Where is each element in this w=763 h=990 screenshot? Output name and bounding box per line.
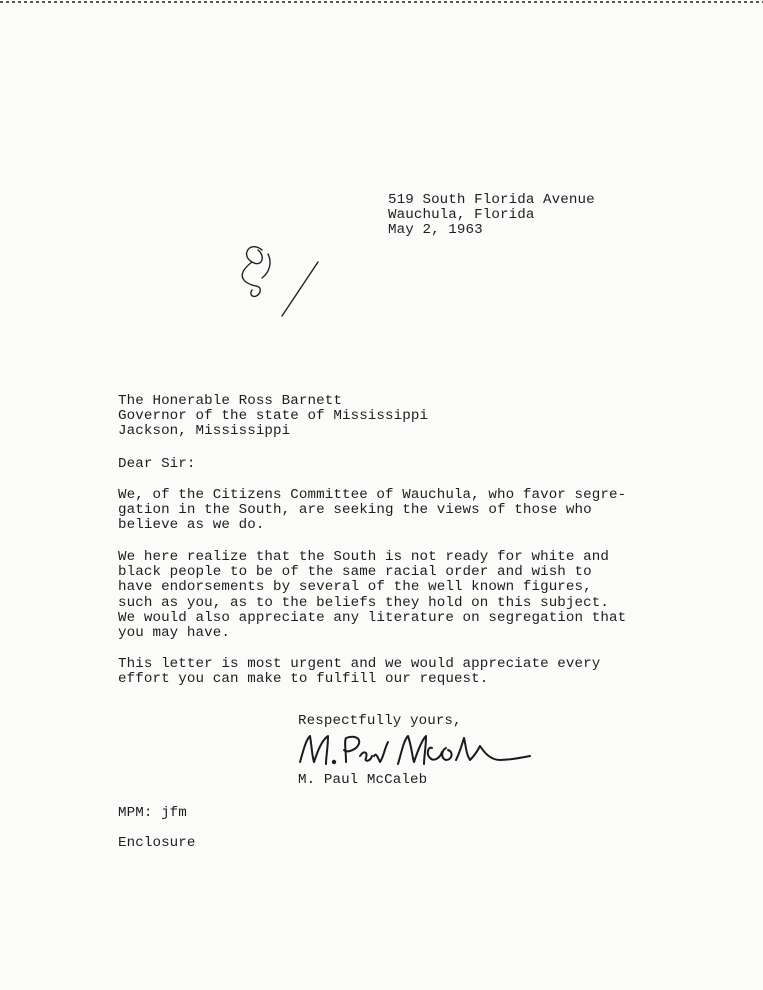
inside-address: [118, 394, 428, 440]
page-top-edge: [0, 0, 763, 10]
paragraph-line: We would also appreciate any literature on segregation that: [118, 609, 627, 626]
handwritten-initial-mark: [242, 247, 318, 316]
paragraph-1: [118, 488, 626, 534]
letter-date: May 2, 1963: [388, 222, 483, 239]
reference-initials: [118, 806, 187, 821]
paragraph-line: We, of the Citizens Committee of Wauchula, who favor segre-: [118, 487, 627, 503]
paragraph-line: gation in the South, are seeking the views of those who: [118, 502, 592, 519]
paragraph-2: [118, 550, 626, 641]
paragraph-line: believe as we do.: [118, 517, 265, 534]
recipient-title: Governor of the state of Mississippi: [118, 408, 429, 425]
complimentary-close: [298, 714, 462, 729]
closing-text: Respectfully yours,: [298, 713, 462, 729]
paragraph-line: We here realize that the South is not ready for white and: [118, 549, 609, 565]
salutation: [118, 457, 196, 472]
return-street: 519 South Florida Avenue: [388, 192, 595, 208]
return-address: [388, 193, 595, 239]
paragraph-line: have endorsements by several of the well known figures,: [118, 579, 592, 596]
signer-block: [298, 773, 427, 788]
enclosure-text: Enclosure: [118, 835, 196, 851]
salutation-text: Dear Sir:: [118, 456, 196, 472]
recipient-location: Jackson, Mississippi: [118, 423, 291, 440]
paragraph-line: you may have.: [118, 625, 230, 642]
return-city: Wauchula, Florida: [388, 207, 535, 224]
enclosure-notation: [118, 836, 196, 851]
paragraph-line: such as you, as to the beliefs they hold on this subject.: [118, 594, 609, 611]
paragraph-3: [118, 657, 600, 687]
signer-name: M. Paul McCaleb: [298, 772, 428, 788]
paragraph-line: black people to be of the same racial order and wish to: [118, 564, 592, 581]
paragraph-line: This letter is most urgent and we would appreciate every: [118, 656, 601, 672]
paragraph-line: effort you can make to fulfill our request.: [118, 671, 489, 688]
recipient-name: The Honerable Ross Barnett: [118, 393, 342, 409]
initials-text: MPM: jfm: [118, 805, 187, 821]
signature: [300, 736, 530, 764]
